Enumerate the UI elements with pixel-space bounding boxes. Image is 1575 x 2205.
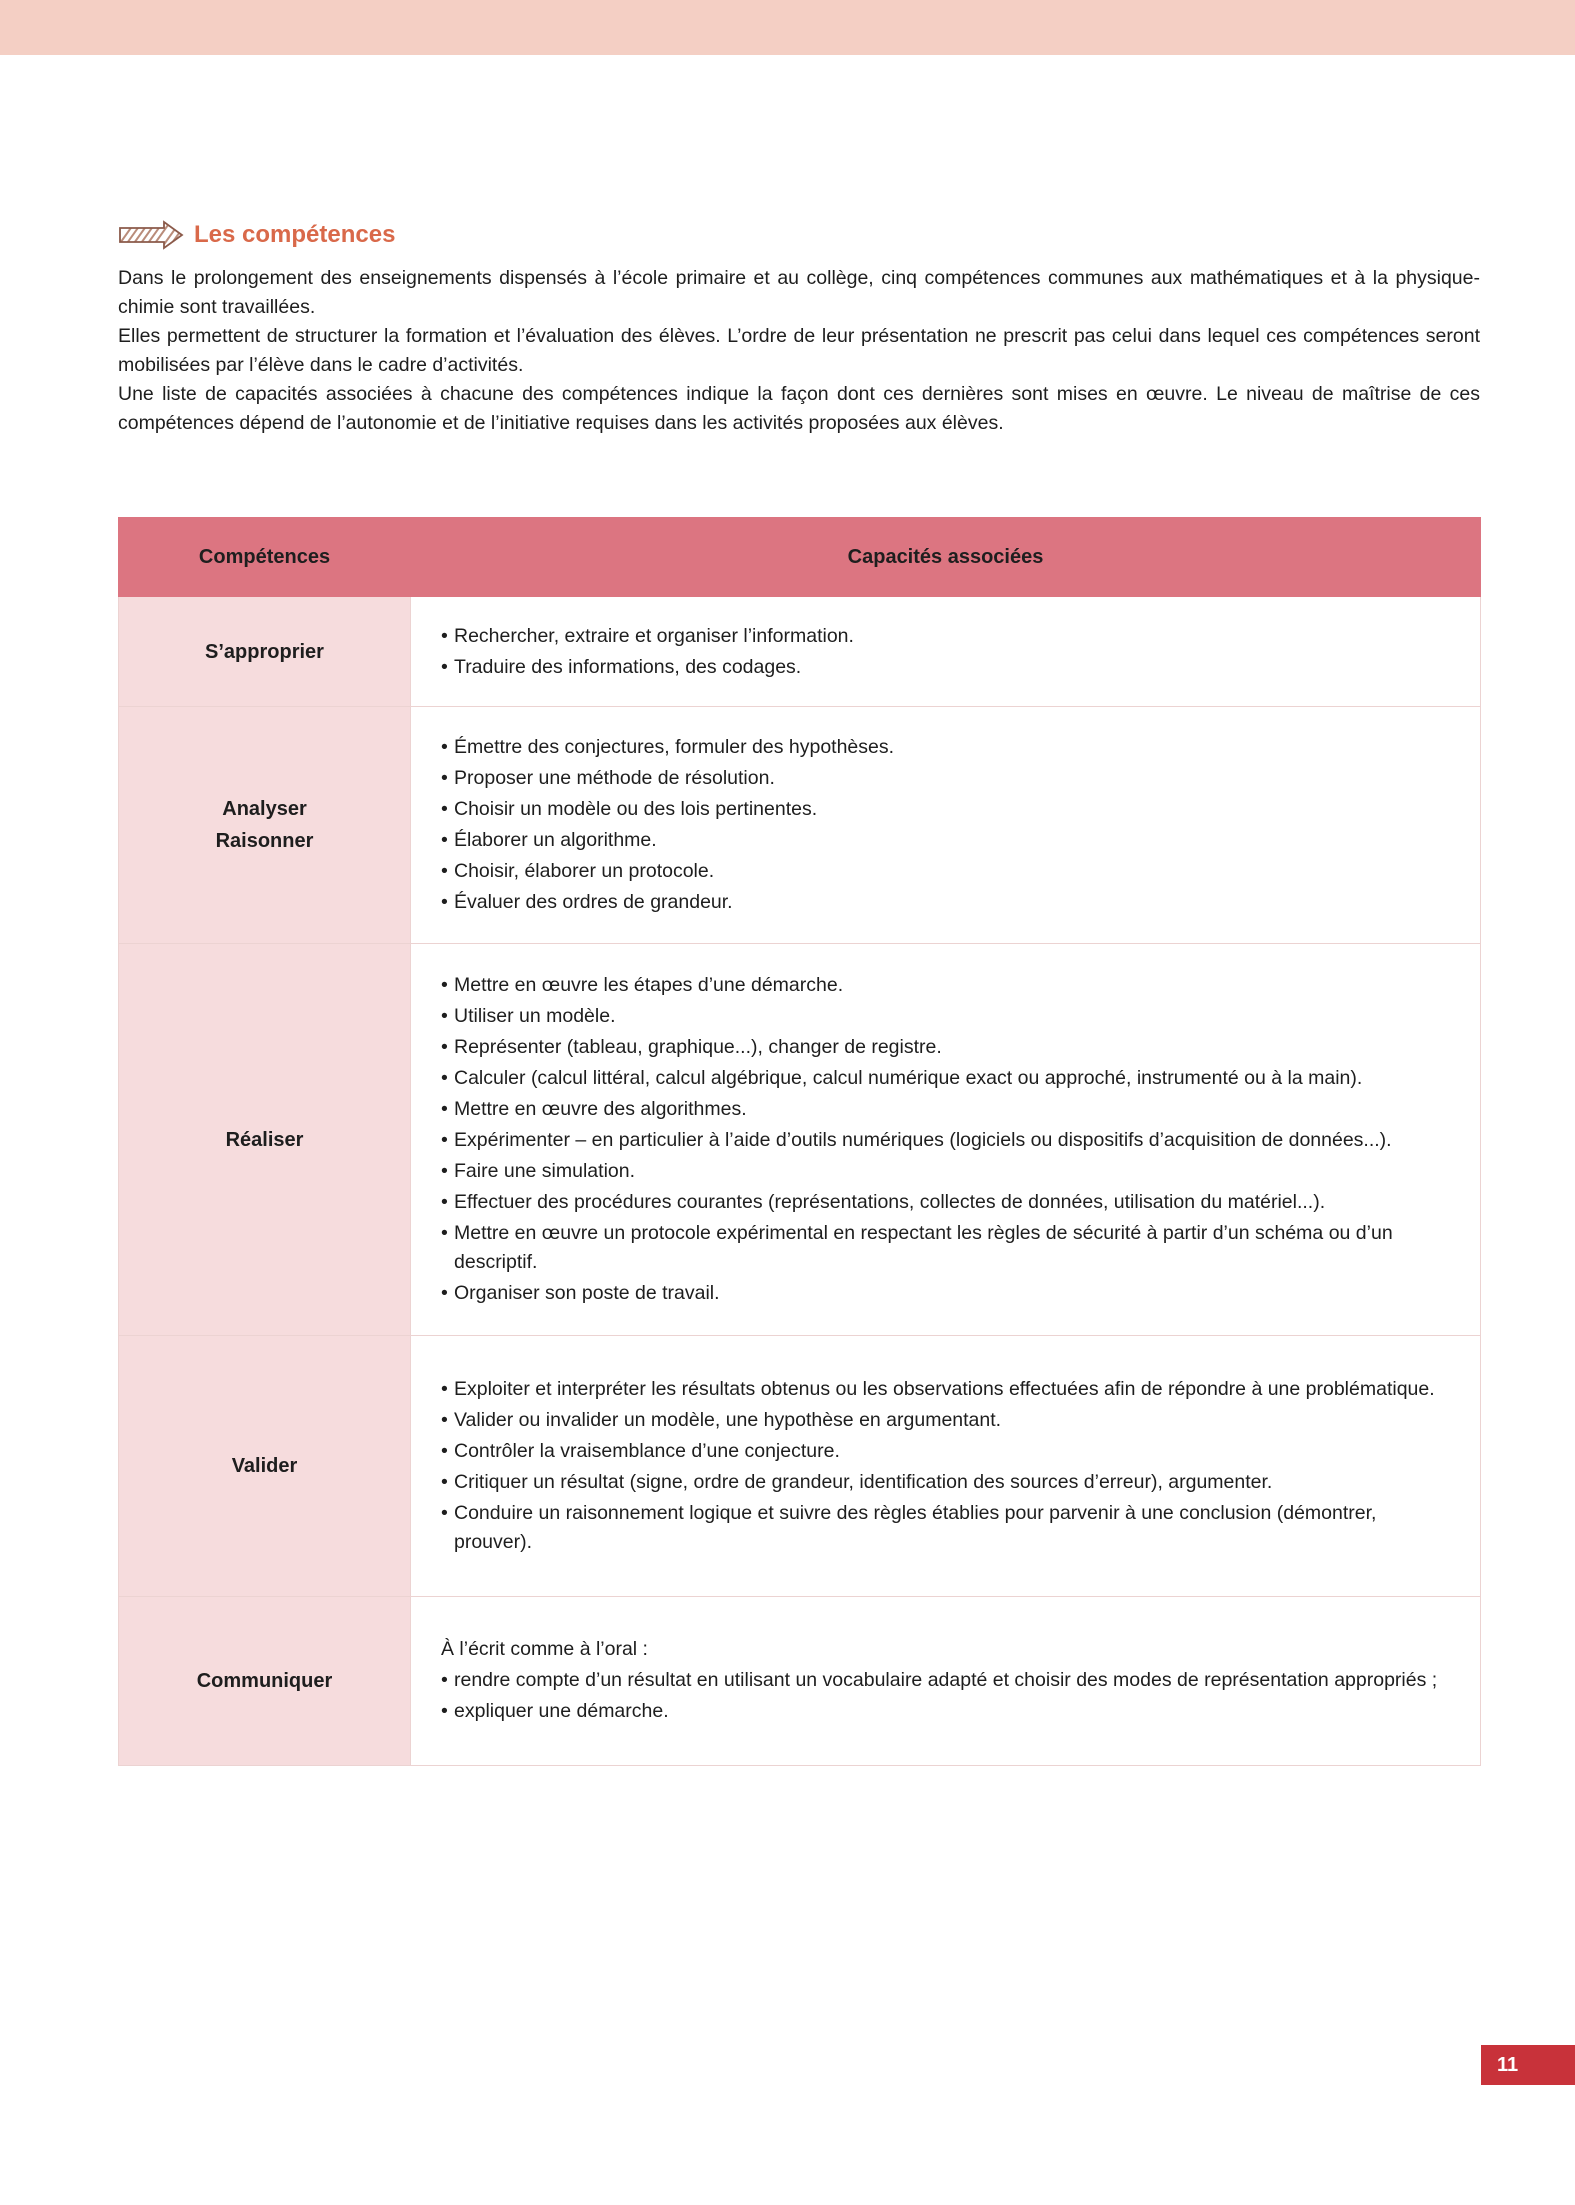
list-item: • rendre compte d’un résultat en utilisant un vocabulaire adapté et choisir des modes de représentation appropriés ; <box>441 1666 1450 1695</box>
top-color-band <box>0 0 1575 55</box>
table-row <box>119 707 1481 944</box>
list-item: • Émettre des conjectures, formuler des hypothèses. <box>441 733 1450 762</box>
list-item: • Valider ou invalider un modèle, une hypothèse en argumentant. <box>441 1406 1450 1435</box>
competence-cell <box>119 1597 411 1766</box>
list-item: • Mettre en œuvre les étapes d’une démarche. <box>441 971 1450 1000</box>
list-item: • Faire une simulation. <box>441 1157 1450 1186</box>
capacities-cell <box>411 597 1481 707</box>
capacities-cell <box>411 1336 1481 1597</box>
table-header-row <box>119 518 1481 597</box>
competence-label: Communiquer <box>196 1670 333 1692</box>
section-heading <box>118 218 395 252</box>
intro-paragraph: Elles permettent de structurer la formation et l’évaluation des élèves. L’ordre de leur présentation ne prescrit pas celui dans lequel ces compétences seront mobilisées par l’élève dans le cadre d’activités. <box>118 325 1480 376</box>
section-title: Les compétences <box>194 221 396 248</box>
striped-arrow-icon <box>118 220 184 250</box>
header-competences: Compétences <box>119 518 411 597</box>
header-capacites: Capacités associées <box>411 518 1481 597</box>
capacities-cell <box>411 1597 1481 1766</box>
competences-table <box>118 517 1481 1766</box>
competence-label: Réaliser <box>225 1128 304 1151</box>
intro-paragraph: Dans le prolongement des enseignements dispensés à l’école primaire et au collège, cinq compétences communes aux mathématiques et à la physique-chimie sont travaillées. <box>118 267 1480 318</box>
list-item: • Représenter (tableau, graphique...), changer de registre. <box>441 1033 1450 1062</box>
list-item: • Utiliser un modèle. <box>441 1002 1450 1031</box>
table-row <box>119 1336 1481 1597</box>
table-row <box>119 1597 1481 1766</box>
capacities-cell <box>411 707 1481 944</box>
list-item: • Élaborer un algorithme. <box>441 826 1450 855</box>
capacities-intro: À l’écrit comme à l’oral : <box>441 1637 648 1660</box>
list-item: • Traduire des informations, des codages. <box>441 653 1450 682</box>
competence-label: Valider <box>231 1455 298 1477</box>
competence-label: Analyser <box>222 798 307 820</box>
intro-paragraph: Une liste de capacités associées à chacune des compétences indique la façon dont ces dernières sont mises en œuvre. Le niveau de maîtrise de ces compétences dépend de l’autonomie et de l’initiative requises dans les activités proposées aux élèves. <box>118 383 1480 434</box>
list-item: • Rechercher, extraire et organiser l’information. <box>441 622 1450 651</box>
competence-cell <box>119 1336 411 1597</box>
capacities-cell <box>411 944 1481 1336</box>
list-item: • expliquer une démarche. <box>441 1697 1450 1726</box>
list-item: • Mettre en œuvre un protocole expérimental en respectant les règles de sécurité à partir d’un schéma ou d’un descriptif. <box>441 1219 1450 1277</box>
competence-label: S’approprier <box>205 640 324 663</box>
page-number-badge: 11 <box>1481 2045 1575 2085</box>
list-item: • Organiser son poste de travail. <box>441 1279 1450 1308</box>
list-item: • Évaluer des ordres de grandeur. <box>441 888 1450 917</box>
competence-cell <box>119 597 411 707</box>
list-item: • Expérimenter – en particulier à l’aide d’outils numériques (logiciels ou dispositifs d’acquisition de données...). <box>441 1126 1450 1155</box>
competence-cell <box>119 944 411 1336</box>
list-item: • Calculer (calcul littéral, calcul algébrique, calcul numérique exact ou approché, instrumenté ou à la main). <box>441 1064 1450 1093</box>
list-item: • Effectuer des procédures courantes (représentations, collectes de données, utilisation du matériel...). <box>441 1188 1450 1217</box>
list-item: • Conduire un raisonnement logique et suivre des règles établies pour parvenir à une conclusion (démontrer, prouver). <box>441 1499 1450 1557</box>
list-item: • Contrôler la vraisemblance d’une conjecture. <box>441 1437 1450 1466</box>
intro-text <box>118 264 1480 438</box>
list-item: • Critiquer un résultat (signe, ordre de grandeur, identification des sources d’erreur), argumenter. <box>441 1468 1450 1497</box>
list-item: • Choisir, élaborer un protocole. <box>441 857 1450 886</box>
list-item: • Proposer une méthode de résolution. <box>441 764 1450 793</box>
competence-label: Raisonner <box>215 830 314 852</box>
competence-cell <box>119 707 411 944</box>
list-item: • Exploiter et interpréter les résultats obtenus ou les observations effectuées afin de répondre à une problématique. <box>441 1375 1450 1404</box>
list-item: • Mettre en œuvre des algorithmes. <box>441 1095 1450 1124</box>
list-item: • Choisir un modèle ou des lois pertinentes. <box>441 795 1450 824</box>
table-row <box>119 597 1481 707</box>
table-row <box>119 944 1481 1336</box>
